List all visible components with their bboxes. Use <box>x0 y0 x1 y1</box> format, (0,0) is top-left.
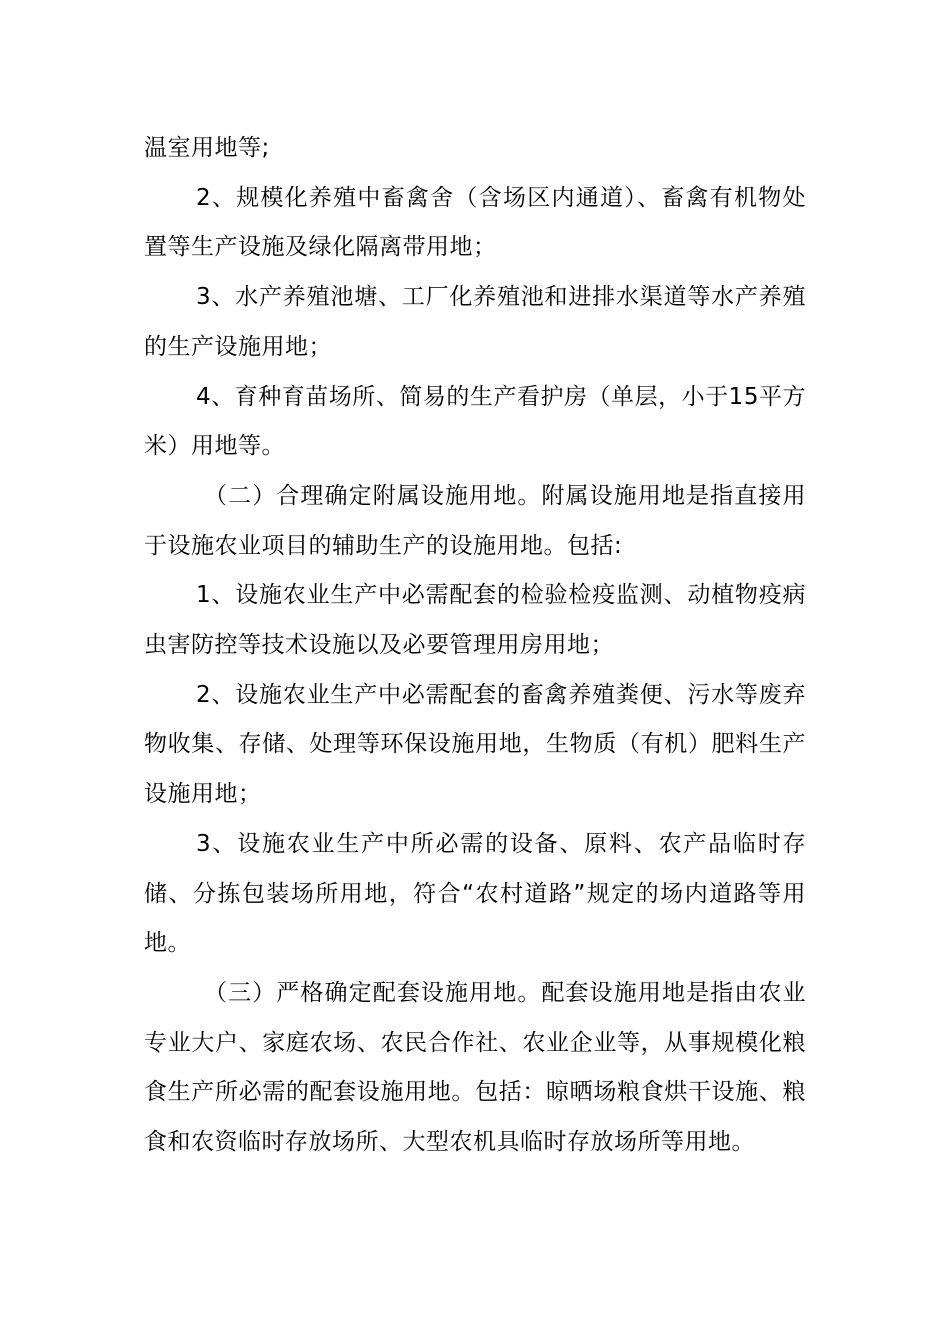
paragraph-continuation: 温室用地等; <box>144 135 270 161</box>
paragraph-item-3-aquaculture: 3、水产养殖池塘、工厂化养殖池和进排水渠道等水产养殖的生产设施用地； <box>144 284 806 360</box>
paragraph-item-2-livestock: 2、规模化养殖中畜禽舍（含场区内通道）、畜禽有机物处置等生产设施及绿化隔离带用地； <box>144 184 806 261</box>
paragraph-auxiliary-item-2: 2、设施农业生产中必需配套的畜禽养殖粪便、污水等废弃物收集、存储、处理等环保设施用地，生物质（有机）肥料生产设施用地； <box>144 681 806 808</box>
document-body <box>144 124 806 1168</box>
section-heading-supporting-land: （三）严格确定配套设施用地。配套设施用地是指由农业专业大户、家庭农场、农民合作社、农业企业等，从事规模化粮食生产所必需的配套设施用地。包括：晾晒场粮食烘干设施、粮食和农资临时存放场所、大型农机具临时存放场所等用地。 <box>144 979 806 1156</box>
paragraph-auxiliary-item-1: 1、设施农业生产中必需配套的检验检疫监测、动植物疫病虫害防控等技术设施以及必要管理用房用地； <box>144 582 806 659</box>
paragraph-auxiliary-item-3: 3、设施农业生产中所必需的设备、原料、农产品临时存储、分拣包装场所用地，符合“农村道路”规定的场内道路等用地。 <box>144 830 806 957</box>
section-heading-auxiliary-land: （二）合理确定附属设施用地。附属设施用地是指直接用于设施农业项目的辅助生产的设施用地。包括: <box>144 482 806 559</box>
paragraph-item-4-nursery: 4、育种育苗场所、简易的生产看护房（单层，小于15平方米）用地等。 <box>144 383 806 460</box>
